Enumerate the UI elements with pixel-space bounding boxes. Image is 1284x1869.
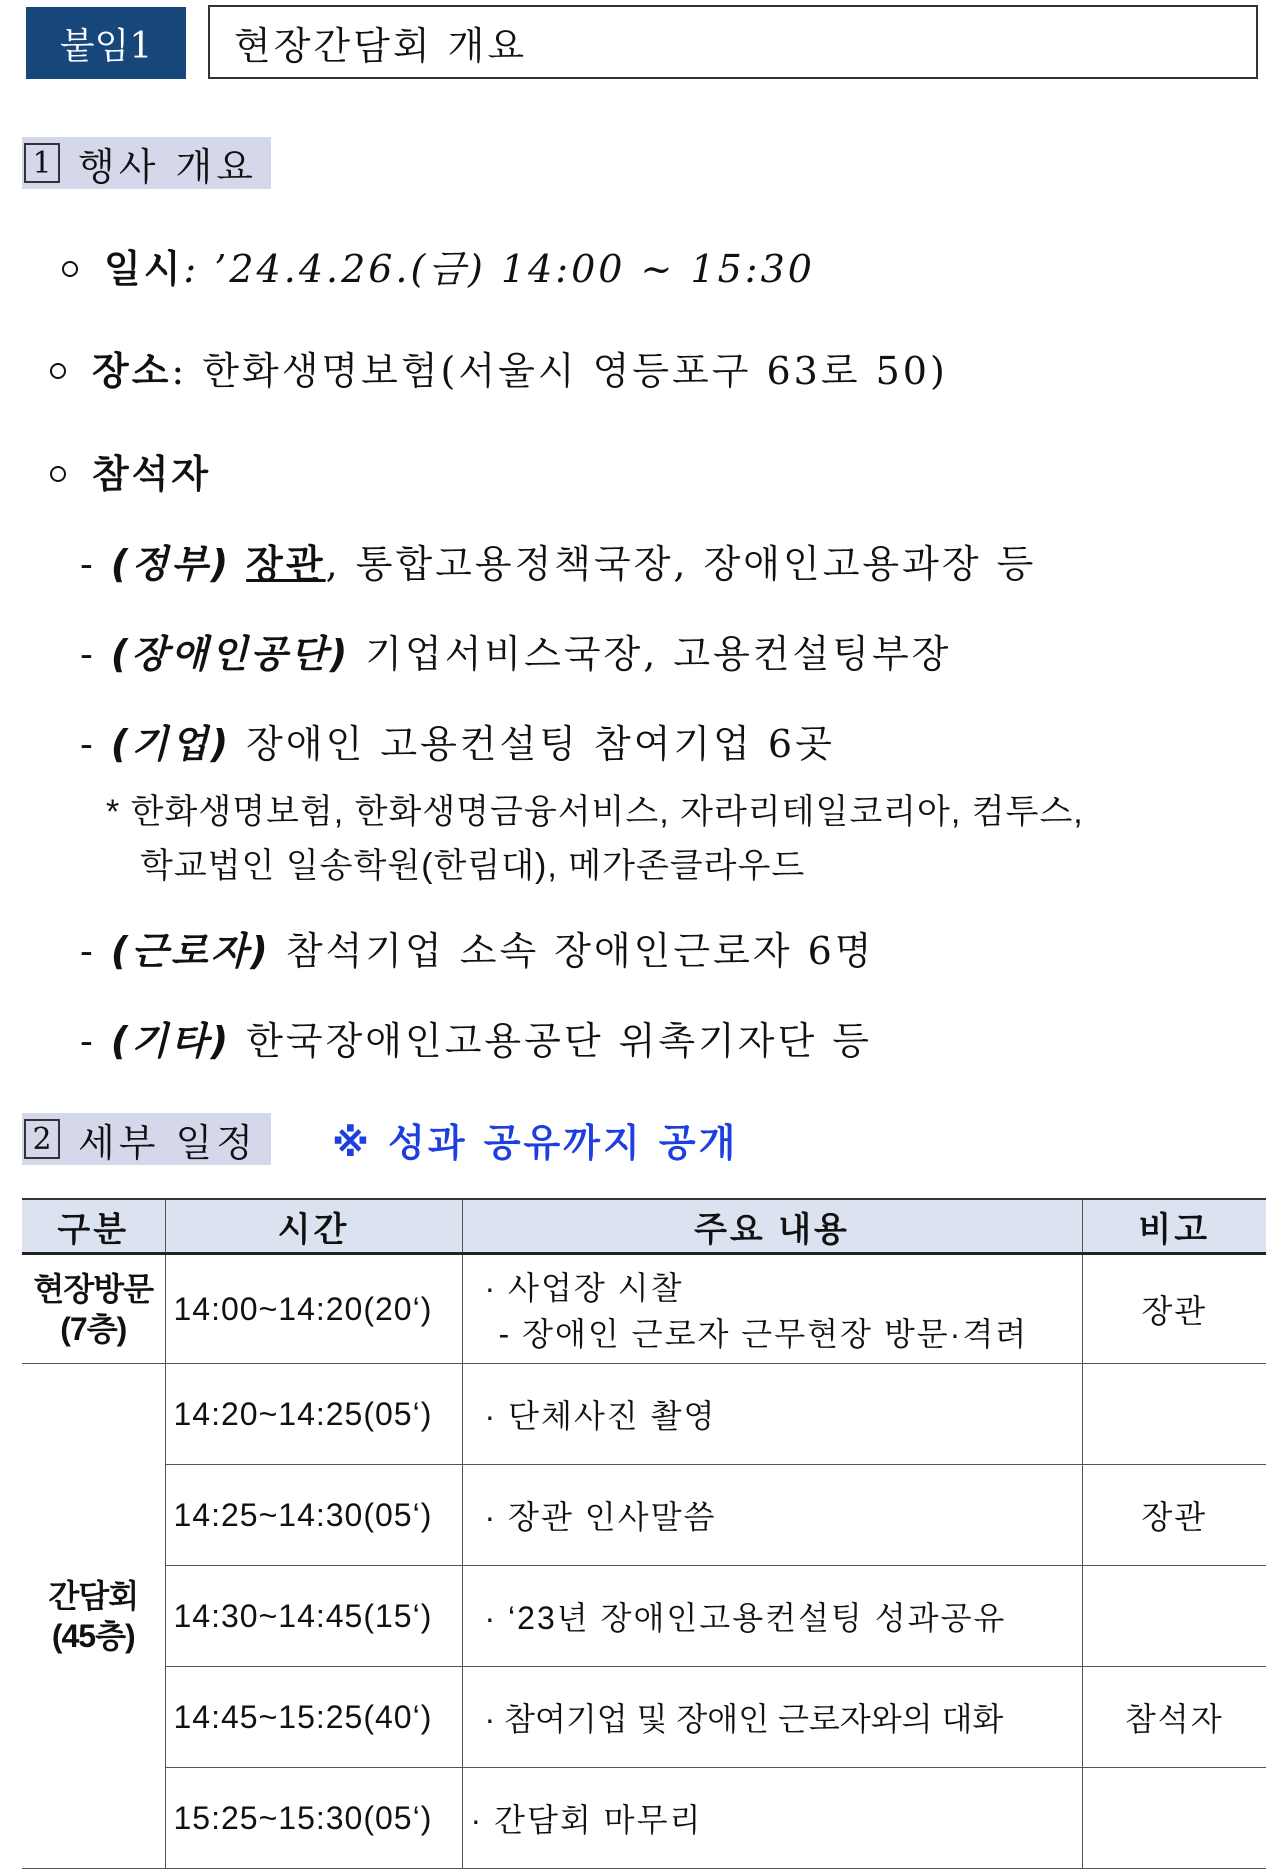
time-cell: 15:25~15:30(05‘) (165, 1768, 462, 1869)
attendee-details: , 통합고용정책국장, 장애인고용과장 등 (325, 542, 1037, 586)
attachment-tag: 붙임1 (26, 7, 186, 79)
remark-cell (1082, 1364, 1266, 1465)
table-header-row (22, 1199, 1266, 1254)
category-line: 간담회 (48, 1578, 139, 1614)
table-row (22, 1465, 1266, 1566)
attendee-group: (기타) (110, 1019, 232, 1063)
content-cell: · ‘23년 장애인고용컨설팅 성과공유 (462, 1566, 1082, 1667)
remark-cell (1082, 1768, 1266, 1869)
column-header: 비고 (1082, 1199, 1266, 1254)
column-header: 주요 내용 (462, 1199, 1082, 1254)
table-row (22, 1364, 1266, 1465)
time-cell: 14:25~14:30(05‘) (165, 1465, 462, 1566)
place-value: : 한화생명보험(서울시 영등포구 63로 50) (171, 349, 948, 393)
attendee-agency: - (장애인공단) 기업서비스국장, 고용컨설팅부장 (80, 632, 952, 676)
content-subline: - 장애인 근로자 근무현장 방문·격려 (498, 1316, 1029, 1352)
content-cell: · 단체사진 촬영 (462, 1364, 1082, 1465)
attendee-government: - (정부) 장관, 통합고용정책국장, 장애인고용과장 등 (80, 542, 1037, 586)
column-header: 시간 (165, 1199, 462, 1254)
place-label: 장소 (92, 349, 172, 393)
category-line: (7층) (60, 1311, 127, 1347)
table-row (22, 1254, 1266, 1364)
section-1-title: 행사 개요 (78, 144, 257, 189)
attendee-workers: - (근로자) 참석기업 소속 장애인근로자 6명 (80, 929, 875, 973)
company-note-1: * 한화생명보험, 한화생명금융서비스, 자라리테일코리아, 컴투스, (106, 793, 1084, 831)
attendee-companies: - (기업) 장애인 고용컨설팅 참여기업 6곳 (80, 722, 835, 766)
column-header: 구분 (22, 1199, 165, 1254)
time-cell: 14:00~14:20(20‘) (165, 1254, 462, 1364)
section-1-heading (22, 137, 271, 189)
content-cell (462, 1254, 1082, 1364)
content-cell: · 간담회 마무리 (462, 1768, 1082, 1869)
attendee-group: (장애인공단) (110, 632, 351, 676)
public-notice: ※ 성과 공유까지 공개 (332, 1121, 739, 1165)
category-line: 현장방문 (33, 1271, 154, 1307)
attendee-others: - (기타) 한국장애인고용공단 위촉기자단 등 (80, 1019, 872, 1063)
section-2-title: 세부 일정 (78, 1120, 257, 1165)
attendee-lead: 장관 (246, 542, 326, 586)
attendee-group: (기업) (110, 722, 232, 766)
attendee-details: 참석기업 소속 장애인근로자 6명 (270, 929, 875, 973)
content-line: · 사업장 시찰 (484, 1270, 684, 1306)
table-row (22, 1667, 1266, 1768)
circle-bullet-icon (50, 466, 66, 482)
section-2-number: 2 (24, 1119, 60, 1159)
attendee-group: (정부) (110, 542, 232, 586)
document-title: 현장간담회 개요 (208, 5, 1258, 79)
remark-cell: 참석자 (1082, 1667, 1266, 1768)
remark-cell: 장관 (1082, 1254, 1266, 1364)
category-cell (22, 1254, 165, 1364)
category-cell (22, 1364, 165, 1869)
attendee-details: 한국장애인고용공단 위촉기자단 등 (231, 1019, 872, 1063)
time-cell: 14:45~15:25(40‘) (165, 1667, 462, 1768)
time-cell: 14:20~14:25(05‘) (165, 1364, 462, 1465)
circle-bullet-icon (62, 261, 78, 277)
company-note-2: 학교법인 일송학원(한림대), 메가존클라우드 (140, 847, 806, 885)
attendee-group: (근로자) (110, 929, 271, 973)
circle-bullet-icon (50, 363, 66, 379)
content-cell: · 장관 인사말씀 (462, 1465, 1082, 1566)
table-row (22, 1768, 1266, 1869)
date-label: 일시 (104, 247, 184, 291)
table-row (22, 1566, 1266, 1667)
attendee-details: 장애인 고용컨설팅 참여기업 6곳 (231, 722, 835, 766)
attendees-label: 참석자 (92, 452, 212, 496)
date-value: : ’24.4.26.(금) 14:00 ~ 15:30 (183, 247, 815, 291)
section-1-number: 1 (24, 143, 60, 183)
attendees-line (50, 443, 211, 498)
content-cell: · 참여기업 및 장애인 근로자와의 대화 (462, 1667, 1082, 1768)
section-2-heading (22, 1113, 271, 1165)
category-line: (45층) (51, 1618, 135, 1654)
remark-cell: 장관 (1082, 1465, 1266, 1566)
remark-cell (1082, 1566, 1266, 1667)
time-cell: 14:30~14:45(15‘) (165, 1566, 462, 1667)
schedule-table (22, 1198, 1266, 1869)
date-line (62, 238, 815, 293)
attendee-details: 기업서비스국장, 고용컨설팅부장 (350, 632, 952, 676)
place-line (50, 340, 948, 395)
